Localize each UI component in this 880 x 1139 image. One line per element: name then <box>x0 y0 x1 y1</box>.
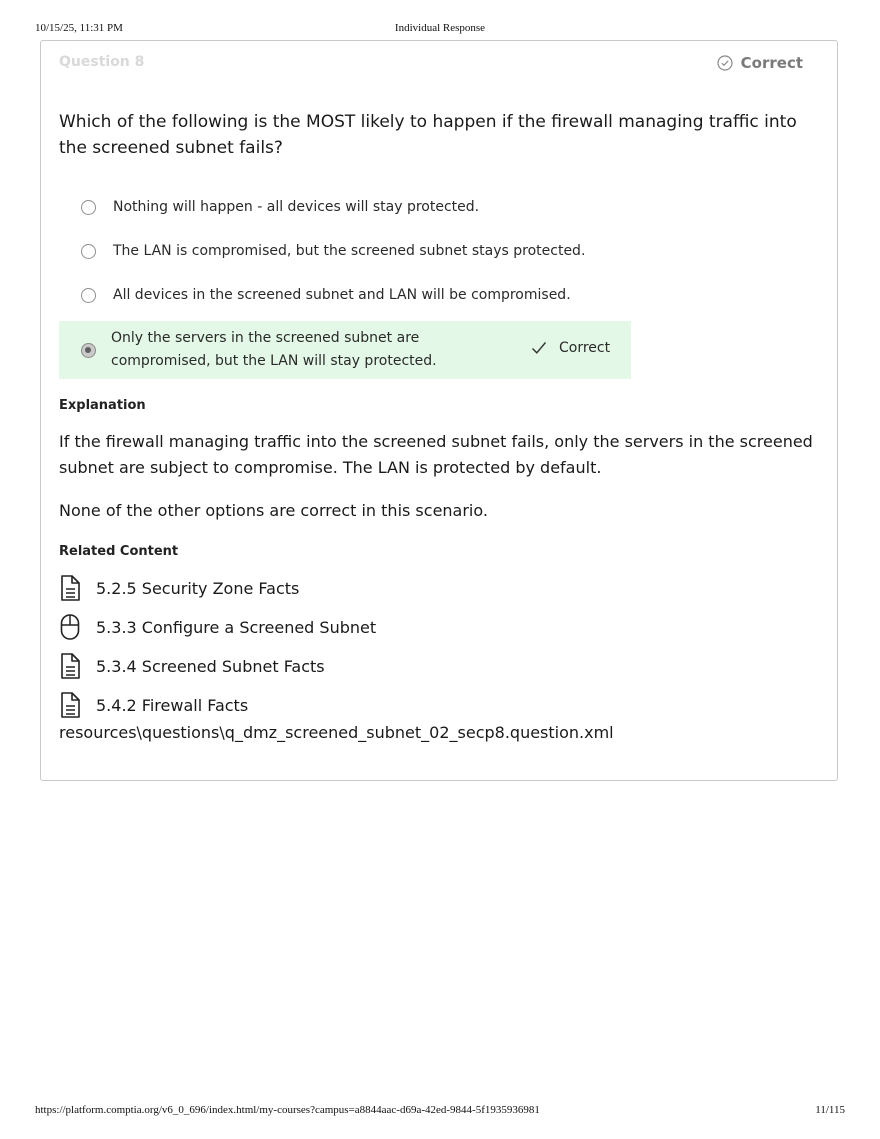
question-card <box>40 40 838 781</box>
status-badge <box>717 54 803 72</box>
radio-button[interactable] <box>81 200 96 215</box>
explanation-heading: Explanation <box>59 398 146 413</box>
correct-indicator <box>531 340 610 356</box>
question-number: Question 8 <box>59 54 145 70</box>
related-link[interactable] <box>59 574 299 602</box>
related-content-heading: Related Content <box>59 544 179 559</box>
explanation-text: If the firewall managing traffic into the screened subnet fails, only the servers in the screened subnet are subject to compromise. The LAN is protected by default. <box>59 432 813 477</box>
answer-option-label: Nothing will happen - all devices will stay protected. <box>113 199 480 215</box>
explanation-text: None of the other options are correct in this scenario. <box>59 501 488 520</box>
answer-option[interactable] <box>81 199 479 215</box>
print-header <box>0 22 880 38</box>
answer-option-label: Only the servers in the screened subnet are compromised, but the LAN will stay protected. <box>111 330 437 369</box>
document-icon <box>59 574 81 602</box>
related-link[interactable] <box>59 691 248 719</box>
question-prompt: Which of the following is the MOST likely to happen if the firewall managing traffic into the screened subnet fails? <box>59 112 797 158</box>
radio-button[interactable] <box>81 244 96 259</box>
print-title: Individual Response <box>394 22 486 34</box>
related-link-label[interactable]: 5.4.2 Firewall Facts <box>96 695 249 715</box>
print-url: https://platform.comptia.org/v6_0_696/index.html/my-courses?campus=a8844aac-d69a-42ed-9844-5f1935936981 <box>35 1104 540 1116</box>
radio-button-selected[interactable] <box>81 343 96 358</box>
related-link-label[interactable]: 5.3.3 Configure a Screened Subnet <box>96 617 377 637</box>
correct-label: Correct <box>559 340 611 356</box>
related-link-label[interactable]: 5.2.5 Security Zone Facts <box>96 578 300 598</box>
checkmark-icon <box>531 341 547 355</box>
related-link[interactable] <box>59 652 325 680</box>
radio-button[interactable] <box>81 288 96 303</box>
document-icon <box>59 691 81 719</box>
document-icon <box>59 652 81 680</box>
related-link[interactable] <box>59 613 376 641</box>
answer-option[interactable] <box>81 243 585 259</box>
print-datetime: 10/15/25, 11:31 PM <box>35 22 123 34</box>
answer-option-label: The LAN is compromised, but the screened subnet stays protected. <box>113 243 586 259</box>
page-number: 11/115 <box>815 1104 845 1116</box>
resource-path: resources\questions\q_dmz_screened_subnet_02_secp8.question.xml <box>59 723 614 742</box>
answer-option[interactable] <box>81 287 571 303</box>
related-link-label[interactable]: 5.3.4 Screened Subnet Facts <box>96 656 325 676</box>
check-circle-icon <box>717 55 733 71</box>
mouse-icon <box>59 613 81 641</box>
answer-option-label: All devices in the screened subnet and LAN will be compromised. <box>113 287 571 303</box>
print-footer <box>0 1104 880 1120</box>
answer-option-correct[interactable] <box>59 321 631 379</box>
status-label: Correct <box>740 54 803 72</box>
